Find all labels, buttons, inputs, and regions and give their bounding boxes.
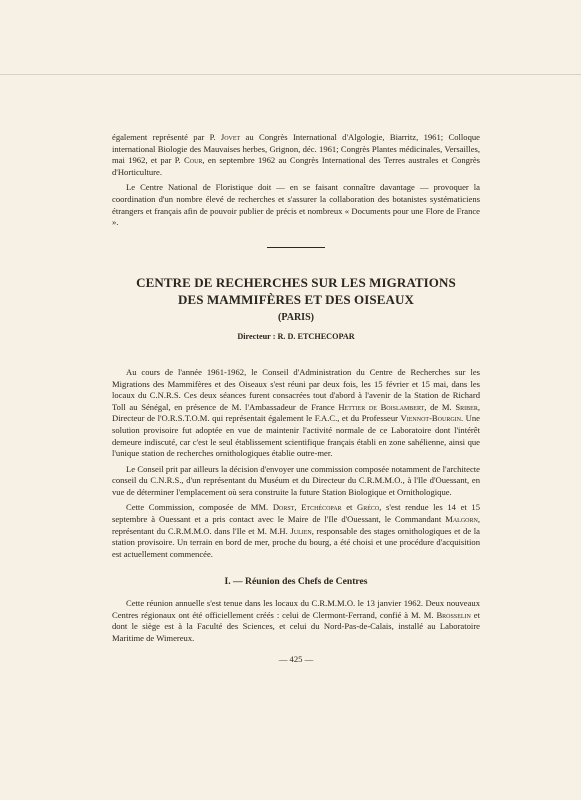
person-name: Viennot-Bourgin (400, 413, 461, 424)
text-run: , représentant du C.R.M.M.O. dans l'Ile et M. M.H. (112, 514, 480, 536)
title-line-2: DES MAMMIFÈRES ET DES OISEAUX (178, 291, 414, 307)
body-paragraph-1 (112, 367, 480, 460)
text-run: . Une solution provisoire fut adoptée en vue de maintenir l'activité normale de ce Laboratoire dont l'intérêt demeure indiscuté, car c'est le seul établissement scientifique français établi en zone sahélienne, ainsi que l'unique station de recherches ornithologiques établie outre-mer. (112, 413, 480, 459)
director-name: R. D. ETCHECOPAR (277, 332, 355, 342)
text-run: , en septembre 1962 au Congrès International des Terres australes et Congrès d'Horticulture. (112, 155, 480, 177)
subtitle-location: (PARIS) (278, 311, 314, 323)
director-label: Directeur : (237, 332, 278, 342)
text-run: , (294, 502, 302, 513)
body-paragraph-2: Le Conseil prit par ailleurs la décision d'envoyer une commission composée notamment de l'architecte conseil du C.N.R.S., d'un représentant du Muséum et du Directeur du C.R.M.M.O., à l'Ile d'Ouessant, en vue de déterminer l'emplacement où sera construite la future Station Biologique et Ornithologique. (112, 463, 480, 497)
person-name: Jovet (220, 132, 241, 142)
text-run: et (341, 502, 358, 513)
text-run: , responsable des stages ornithologiques et de la station provisoire. Un terrain en bord de mer, proche du bourg, a été choisi et une procédure d'acquisition est actuellement commencée. (112, 525, 480, 559)
text-run: , s'est rendue les 14 et 15 septembre à Ouessant et a pris contact avec le Maire de l'Ile d'Ouessant, le Commandant (112, 502, 481, 525)
text-run: Au cours de l'année 1961-1962, le Conseil d'Administration du Centre de Recherches sur les Migrations des Mammifères et des Oiseaux s'est réuni par deux fois, les 15 février et 15 mai, dans les locaux du C.N.R.S. Ces deux séances furent consacrées tout d'abord à l'avenir de la Station de Richard Toll au Sénégal, en présence de M. l'Ambassadeur de France (112, 366, 480, 412)
text-run: également représenté par P. (112, 132, 221, 142)
person-name: Gréco (357, 502, 380, 513)
person-name: Sriber (455, 401, 478, 412)
document-content (112, 132, 480, 666)
text-run: , Directeur de l'O.R.S.T.O.M. qui représentait également le F.A.C., et du Professeur (112, 401, 480, 424)
person-name: Malgorn (445, 514, 478, 525)
section-divider (267, 247, 325, 248)
page-title (112, 274, 480, 308)
intro-paragraph-2: Le Centre National de Floristique doit — en se faisant connaître davantage — provoquer la coordination d'un nombre élevé de recherches et s'assurer la collaboration des botanistes systématiciens étrangers et français afin de pouvoir publier de précis et nombreux « Documents pour une Flore de France ». (112, 182, 480, 228)
body-paragraph-3 (112, 502, 480, 560)
section-heading: I. — Réunion des Chefs de Centres (224, 576, 368, 588)
person-name: Brosselin (436, 609, 471, 620)
title-line-1: CENTRE DE RECHERCHES SUR LES MIGRATIONS (136, 274, 456, 290)
text-run: au Congrès International d'Algologie, Biarritz, 1961; Colloque international Biologie des Mauvaises herbes, Grignon, déc. 1961; Congrès Plantes médicinales, Versailles, mai 1962, et par P. (112, 132, 480, 166)
page-fold-line (0, 74, 581, 75)
text-run: , de M. (424, 401, 456, 412)
intro-paragraph-1 (112, 132, 480, 178)
person-name: Hettier de Boislambert (338, 401, 425, 412)
text-run: Cette Commission, composée de MM. (126, 502, 273, 513)
person-name: Cour (184, 155, 203, 166)
section1-paragraph-1 (112, 598, 480, 644)
person-name: Dorst (272, 502, 295, 513)
person-name: Julien (290, 525, 312, 536)
text-run: Cette réunion annuelle s'est tenue dans les locaux du C.R.M.M.O. le 13 janvier 1962. Deux nouveaux Centres régionaux ont été officiellement créés : celui de Clermont-Ferrand, confié à M. M. (112, 598, 480, 620)
text-run: et dont le siège est à la Faculté des Sciences, et celui du Nord-Pas-de-Calais, installé au Laboratoire Maritime de Wimereux. (112, 609, 480, 643)
director-line (112, 331, 480, 343)
person-name: Etchécopar (301, 502, 342, 513)
page-number: — 425 — (278, 654, 314, 665)
